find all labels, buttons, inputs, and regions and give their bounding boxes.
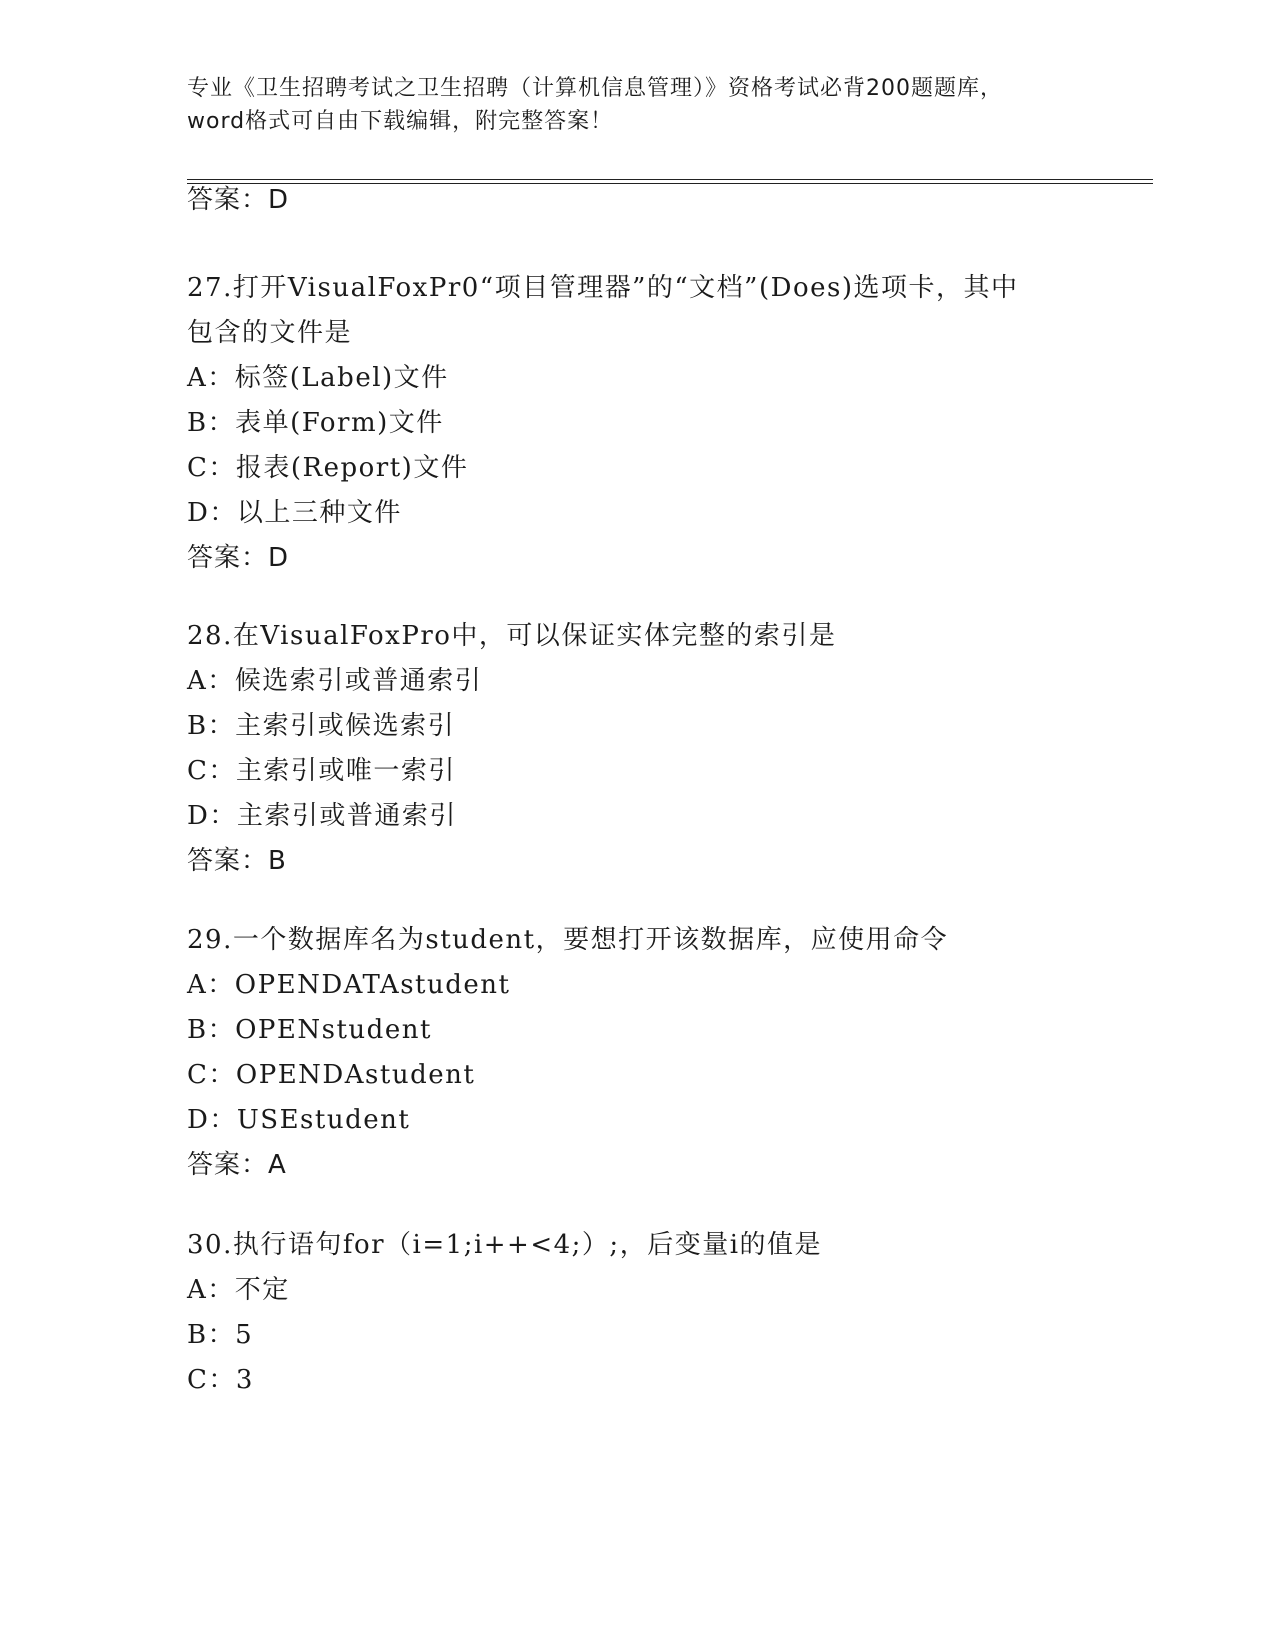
question-stem: 29.一个数据库名为student，要想打开该数据库，应使用命令	[187, 925, 949, 955]
option-c: C：主索引或唯一索引	[187, 756, 456, 786]
header-line-1: 专业《卫生招聘考试之卫生招聘（计算机信息管理）》资格考试必背200题题库，	[187, 76, 1003, 101]
answer-line: 答案：D	[187, 543, 290, 573]
question-29	[187, 918, 1127, 1188]
option-b: B：主索引或候选索引	[187, 711, 456, 741]
question-30	[187, 1223, 1127, 1403]
option-c: C：报表(Report)文件	[187, 453, 469, 483]
option-b: B：表单(Form)文件	[187, 408, 444, 438]
answer-line: 答案：D	[187, 185, 290, 215]
question-stem-continued: 包含的文件是	[187, 318, 353, 348]
option-a: A：标签(Label)文件	[187, 363, 449, 393]
option-a: A：OPENDATAstudent	[187, 970, 511, 1000]
answer-line: 答案：A	[187, 1150, 287, 1180]
option-c: C：OPENDAstudent	[187, 1060, 476, 1090]
answer-line: 答案：B	[187, 846, 287, 876]
previous-question-answer	[187, 178, 1127, 223]
option-a: A：候选索引或普通索引	[187, 666, 483, 696]
option-d: D：主索引或普通索引	[187, 801, 457, 831]
option-a: A：不定	[187, 1275, 290, 1305]
option-b: B：5	[187, 1320, 254, 1350]
document-header	[187, 72, 1087, 138]
question-stem: 30.执行语句for（i=1;i++<4;）;，后变量i的值是	[187, 1230, 823, 1260]
option-d: D：以上三种文件	[187, 498, 402, 528]
question-27	[187, 266, 1127, 581]
question-stem: 27.打开VisualFoxPr0“项目管理器”的“文档”(Does)选项卡，其中	[187, 273, 1019, 303]
option-d: D：USEstudent	[187, 1105, 411, 1135]
header-line-2: word格式可自由下载编辑，附完整答案！	[187, 109, 614, 134]
option-b: B：OPENstudent	[187, 1015, 432, 1045]
question-28	[187, 614, 1127, 884]
question-stem: 28.在VisualFoxPro中，可以保证实体完整的索引是	[187, 621, 837, 651]
option-c: C：3	[187, 1365, 254, 1395]
